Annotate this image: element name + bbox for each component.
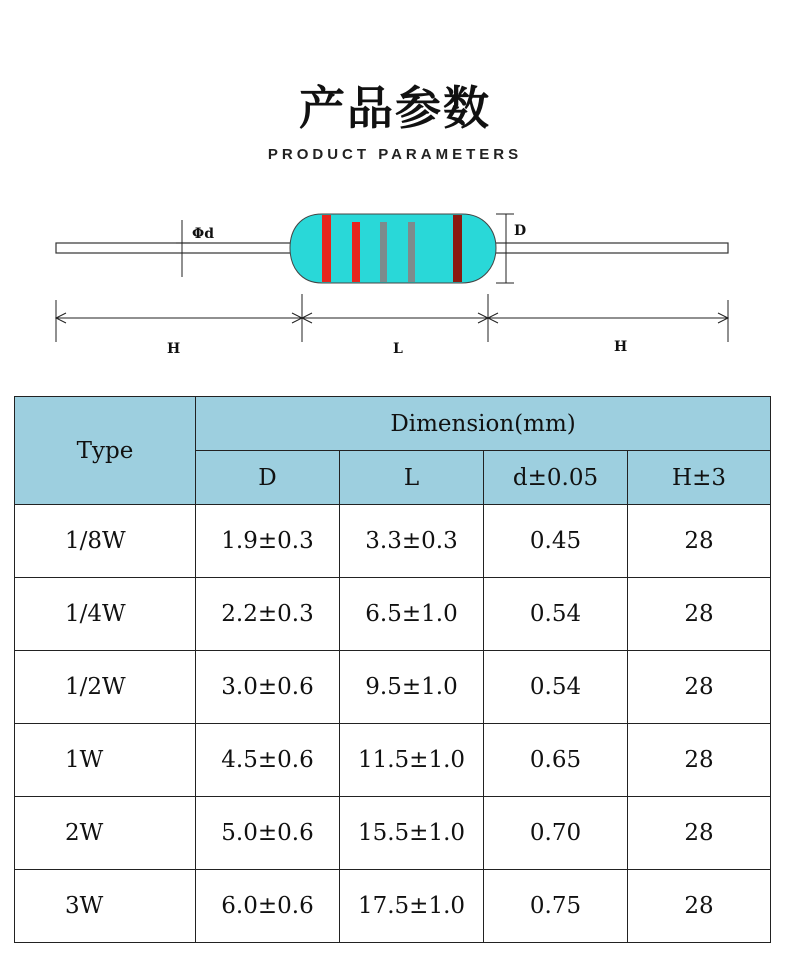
parameters-table [14, 396, 771, 943]
cell-D: 1.9±0.3 [196, 505, 340, 578]
cell-H: 28 [628, 797, 771, 870]
cell-d: 0.75 [484, 870, 628, 943]
color-band-2 [352, 222, 360, 282]
right-lead [490, 243, 728, 253]
cell-D: 6.0±0.6 [196, 870, 340, 943]
cell-D: 4.5±0.6 [196, 724, 340, 797]
type-header: Type [15, 397, 196, 505]
cell-type: 2W [15, 797, 196, 870]
cell-d: 0.54 [484, 651, 628, 724]
cell-d: 0.45 [484, 505, 628, 578]
column-header-L: L [340, 451, 484, 505]
table-row [15, 578, 771, 651]
table-row [15, 870, 771, 943]
cell-d: 0.54 [484, 578, 628, 651]
cell-L: 15.5±1.0 [340, 797, 484, 870]
color-band-4 [408, 222, 415, 282]
cell-type: 3W [15, 870, 196, 943]
D-label: D [514, 223, 527, 239]
cell-D: 2.2±0.3 [196, 578, 340, 651]
cell-L: 3.3±0.3 [340, 505, 484, 578]
cell-L: 9.5±1.0 [340, 651, 484, 724]
left-lead [56, 243, 292, 253]
cell-type: 1/8W [15, 505, 196, 578]
cell-type: 1/2W [15, 651, 196, 724]
cell-L: 6.5±1.0 [340, 578, 484, 651]
cell-L: 17.5±1.0 [340, 870, 484, 943]
cell-D: 5.0±0.6 [196, 797, 340, 870]
table-row [15, 505, 771, 578]
color-band-1 [322, 215, 331, 282]
page-title: 产品参数 [299, 81, 491, 135]
cell-type: 1W [15, 724, 196, 797]
L-label: L [393, 341, 403, 357]
cell-H: 28 [628, 870, 771, 943]
column-header-D: D [196, 451, 340, 505]
cell-D: 3.0±0.6 [196, 651, 340, 724]
resistor-dimension-diagram [0, 200, 790, 370]
column-header-H: H±3 [628, 451, 771, 505]
cell-d: 0.70 [484, 797, 628, 870]
column-header-d: d±0.05 [484, 451, 628, 505]
cell-H: 28 [628, 724, 771, 797]
color-band-5 [453, 215, 462, 282]
page-subtitle: PRODUCT PARAMETERS [267, 146, 523, 163]
table-row [15, 797, 771, 870]
color-band-3 [380, 222, 387, 282]
H-right-label: H [614, 339, 628, 355]
cell-H: 28 [628, 651, 771, 724]
resistor-body [290, 214, 496, 283]
table-row [15, 724, 771, 797]
cell-type: 1/4W [15, 578, 196, 651]
d-label: Φd [192, 226, 214, 242]
table-row [15, 651, 771, 724]
cell-H: 28 [628, 578, 771, 651]
cell-d: 0.65 [484, 724, 628, 797]
dimension-header: Dimension(mm) [196, 397, 771, 451]
cell-H: 28 [628, 505, 771, 578]
H-left-label: H [167, 341, 181, 357]
cell-L: 11.5±1.0 [340, 724, 484, 797]
